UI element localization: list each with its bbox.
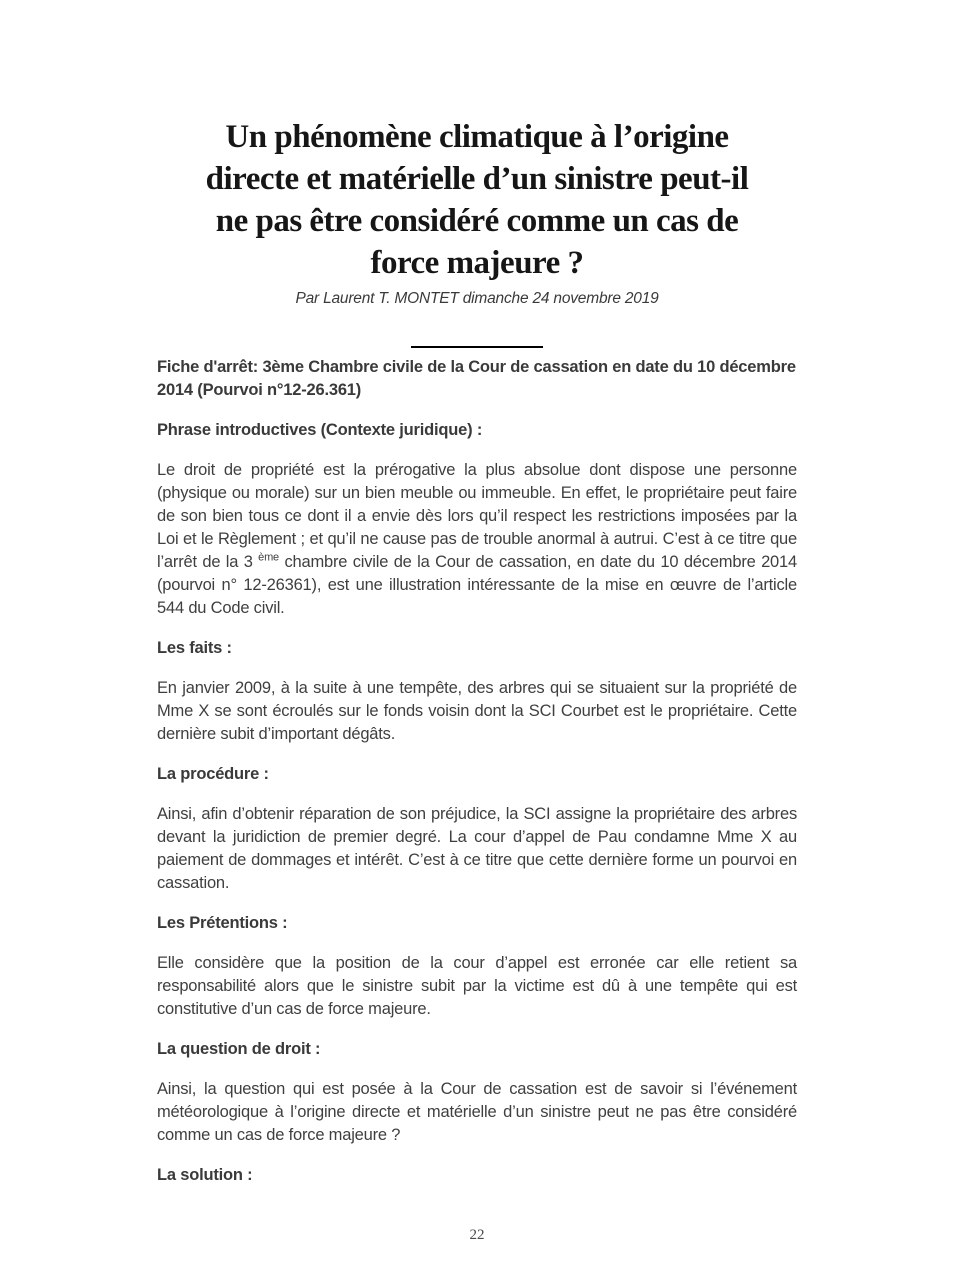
superscript-eme: ème (258, 551, 279, 564)
lead-heading-fiche-arret: Fiche d'arrêt: 3ème Chambre civile de la Cour de cassation en date du 10 décembre 2014 (Pourvoi n°12-26.361) (157, 358, 796, 399)
article-byline: Par Laurent T. MONTET dimanche 24 novembre 2019 (295, 290, 659, 307)
section-heading-faits: Les faits : (157, 639, 232, 657)
section-heading-question-de-droit: La question de droit : (157, 1040, 321, 1058)
article-title-line: ne pas être considéré comme un cas de (215, 203, 739, 239)
paragraph-pretentions: Elle considère que la position de la cour d’appel est erronée car elle retient sa responsabilité alors que le sinistre subit par la victime est dû à une tempête qui est constitutive d’un cas de force majeure. (157, 954, 797, 1018)
title-divider (411, 346, 543, 348)
article-title (0, 0, 954, 284)
paragraph-faits: En janvier 2009, à la suite à une tempête, des arbres qui se situaient sur la propriété de Mme X se sont écroulés sur le fonds voisin dont la SCI Courbet est le propriétaire. Cette dernière subit d’important dégâts. (157, 679, 797, 743)
section-heading-pretentions: Les Prétentions : (157, 914, 288, 932)
paragraph-contexte-text: chambre civile de la Cour de cassation, en date du 10 décembre 2014 (pourvoi n° 12-26361), est une illustration intéressante de la mise en œuvre de l’article 544 du Code civil. (157, 553, 797, 617)
article-title-line: directe et matérielle d’un sinistre peut-il (205, 161, 749, 197)
paragraph-contexte-text: Le droit de propriété est la prérogative la plus absolue dont dispose une personne (physique ou morale) sur un bien meuble ou immeuble. En effet, le propriétaire peut faire de son bien tous ce dont il a envie dès lors qu’il respect les restrictions imposées par la Loi et le Règlement ; et qu’il ne cause pas de trouble anormal à autrui. C’est à ce titre que l’arrêt de la 3 (157, 461, 797, 571)
article-title-line: Un phénomène climatique à l’origine (225, 119, 729, 155)
content-column (157, 356, 797, 1187)
section-heading-procedure: La procédure : (157, 765, 269, 783)
paragraph-procedure: Ainsi, afin d’obtenir réparation de son préjudice, la SCI assigne la propriétaire des arbres devant la juridiction de premier degré. La cour d’appel de Pau condamne Mme X au paiement de dommages et intérêt. C’est à ce titre que cette dernière forme un pourvoi en cassation. (157, 805, 797, 892)
article-title-line: force majeure ? (370, 245, 584, 281)
paragraph-contexte (157, 459, 797, 620)
page-number: 22 (469, 1227, 485, 1243)
paragraph-question-de-droit: Ainsi, la question qui est posée à la Cour de cassation est de savoir si l’événement météorologique à l’origine directe et matérielle d’un sinistre peut ne pas être considéré comme un cas de force majeure ? (157, 1080, 797, 1144)
section-heading-contexte: Phrase introductives (Contexte juridique) : (157, 421, 483, 439)
section-heading-solution: La solution : (157, 1166, 253, 1184)
